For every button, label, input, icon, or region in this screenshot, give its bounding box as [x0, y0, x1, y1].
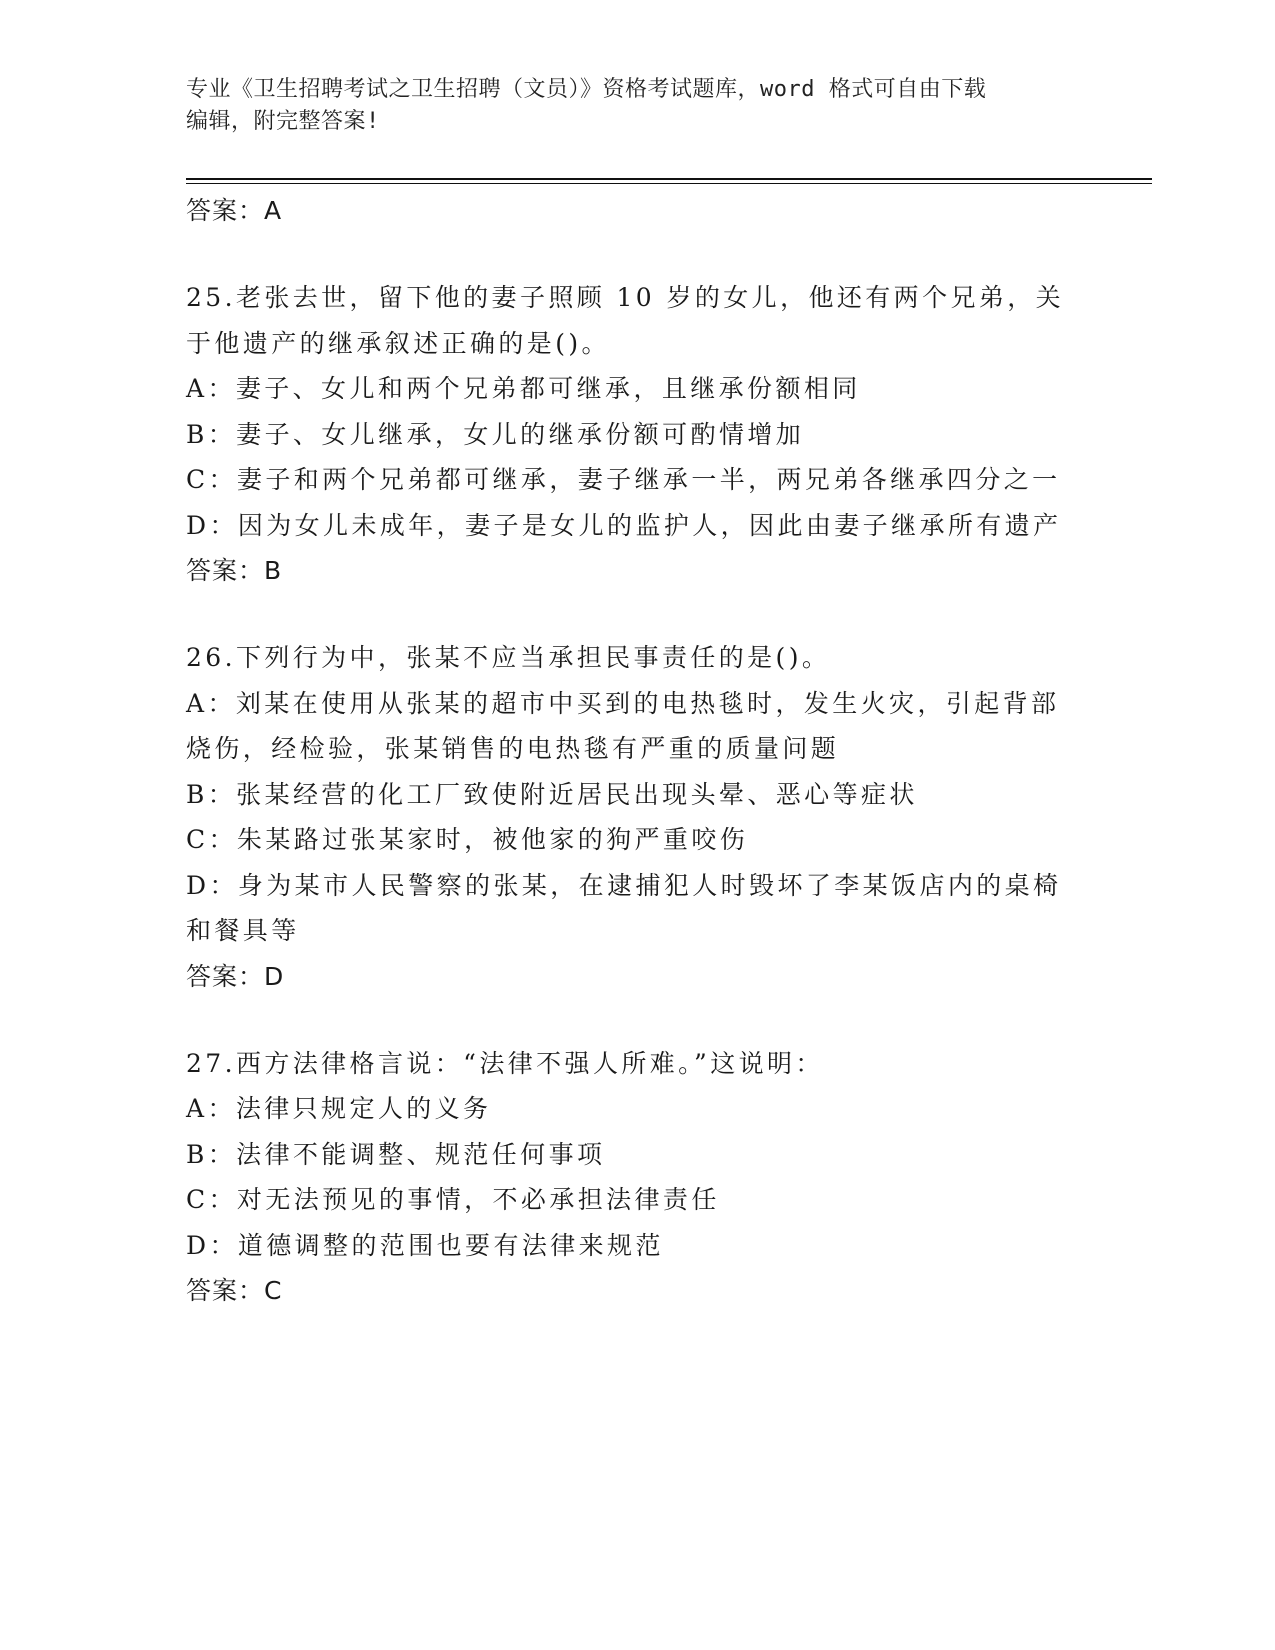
- question-26-option-a-line-2: 烧伤，经检验，张某销售的电热毯有严重的质量问题: [186, 734, 840, 763]
- question-27-option-c: C：对无法预见的事情，不必承担法律责任: [186, 1185, 720, 1214]
- question-25-answer: 答案：B: [186, 556, 283, 585]
- header-divider-thin: [186, 183, 1152, 184]
- question-26-answer: 答案：D: [186, 961, 285, 991]
- previous-answer: 答案：A: [186, 196, 283, 225]
- question-25-option-c: C：妻子和两个兄弟都可继承，妻子继承一半，两兄弟各继承四分之一: [186, 465, 1061, 494]
- question-25-option-d: D：因为女儿未成年，妻子是女儿的监护人，因此由妻子继承所有遗产: [186, 510, 1062, 540]
- question-list: [186, 188, 1086, 1314]
- question-26-text-line-1: 26.下列行为中，张某不应当承担民事责任的是()。: [186, 643, 831, 672]
- header-line-2: 编辑，附完整答案!: [186, 109, 380, 134]
- question-27-option-b: B：法律不能调整、规范任何事项: [186, 1139, 606, 1169]
- question-27-option-a: A：法律只规定人的义务: [186, 1094, 492, 1123]
- header-divider-thick: [186, 178, 1152, 180]
- question-25-option-b: B：妻子、女儿继承，女儿的继承份额可酌情增加: [186, 419, 805, 449]
- question-25-text-line-2: 于他遗产的继承叙述正确的是()。: [186, 328, 610, 358]
- question-26-option-c: C：朱某路过张某家时，被他家的狗严重咬伤: [186, 825, 749, 854]
- question-25: [186, 275, 1086, 594]
- page-header: [186, 74, 1086, 138]
- question-26: [186, 635, 1086, 1000]
- question-27: [186, 1041, 1086, 1315]
- header-line-1: 专业《卫生招聘考试之卫生招聘（文员）》资格考试题库，word 格式可自由下载: [186, 77, 987, 102]
- question-25-text-line-1: 25.老张去世，留下他的妻子照顾 10 岁的女儿，他还有两个兄弟，关: [186, 283, 1065, 312]
- question-26-option-d-line-1: D：身为某市人民警察的张某，在逮捕犯人时毁坏了李某饭店内的桌椅: [186, 870, 1062, 900]
- question-26-option-a-line-1: A：刘某在使用从张某的超市中买到的电热毯时，发生火灾，引起背部: [186, 688, 1060, 718]
- question-27-option-d: D：道德调整的范围也要有法律来规范: [186, 1230, 664, 1260]
- question-26-option-d-line-2: 和餐具等: [186, 916, 300, 945]
- question-27-text-line-1: 27.西方法律格言说：“法律不强人所难。”这说明：: [186, 1048, 824, 1078]
- question-26-option-b: B：张某经营的化工厂致使附近居民出现头晕、恶心等症状: [186, 779, 918, 809]
- question-25-option-a: A：妻子、女儿和两个兄弟都可继承，且继承份额相同: [186, 374, 861, 403]
- question-27-answer: 答案：C: [186, 1276, 283, 1305]
